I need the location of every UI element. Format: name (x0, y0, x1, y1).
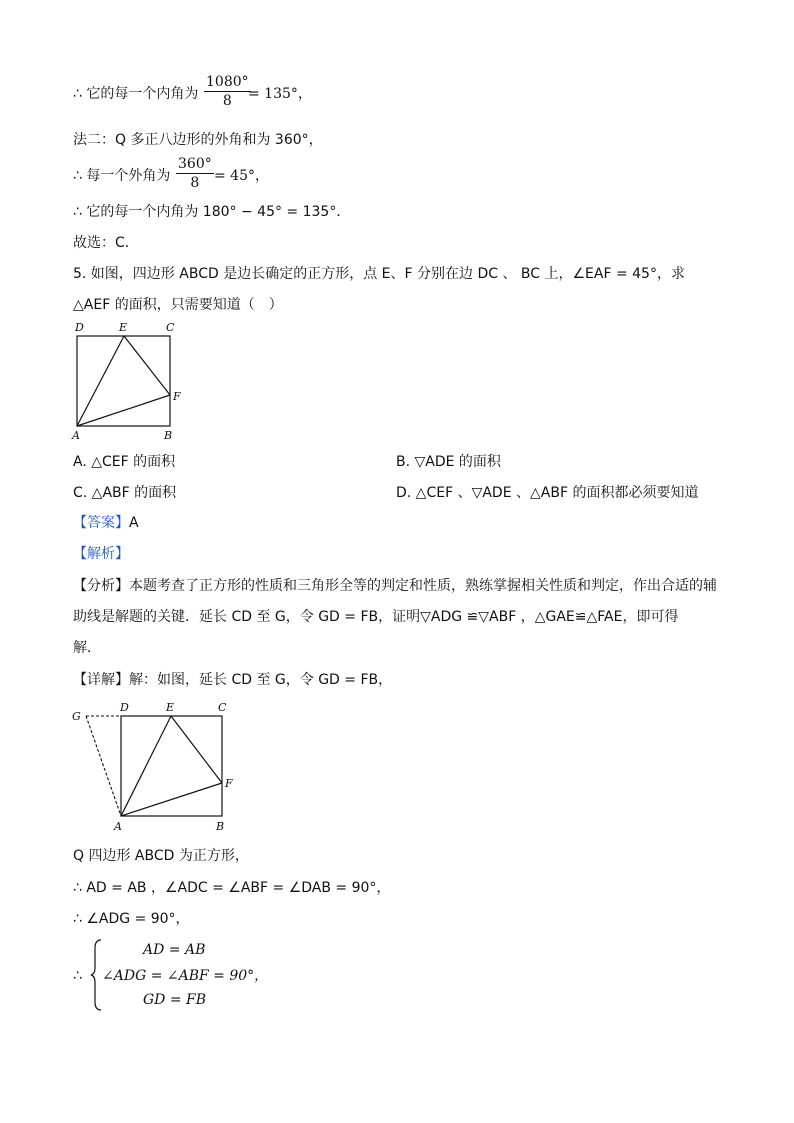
label-f: F (225, 777, 233, 790)
label-g: G (72, 710, 81, 723)
fraction-1080-over-8 (204, 73, 251, 110)
proof-step-3: ∴ ∠ADG = 90°， (73, 911, 190, 927)
text: ∴ 每一个外角为 (73, 168, 171, 184)
therefore-symbol: ∴ (73, 968, 82, 984)
interior-angle-line (73, 84, 198, 104)
text: ∴ 它的每一个内角为 (73, 86, 199, 102)
proof-step-2: ∴ AD = AB ，∠ADC = ∠ABF = ∠DAB = 90°， (73, 880, 391, 896)
option-a: A. △CEF 的面积 (73, 454, 176, 470)
square-figure-2 (66, 698, 246, 836)
fraction-denominator: 8 (222, 93, 232, 109)
answer-line (73, 513, 139, 533)
fraction-numerator: 1080° (206, 74, 249, 90)
fraction-360-over-8 (176, 155, 214, 192)
label-c: C (166, 321, 175, 334)
proof-step-1: Q 四边形 ABCD 为正方形， (73, 848, 249, 864)
answer-value: A (129, 515, 139, 531)
segment-af (121, 783, 222, 816)
analysis-paragraph-1: 【分析】本题考查了正方形的性质和三角形全等的判定和性质，熟练掌握相关性质和判定，作出合适的辅 (73, 578, 717, 594)
segment-ae (121, 716, 171, 816)
label-a: A (114, 820, 122, 833)
system-row-3: GD = FB (143, 992, 207, 1008)
fraction-numerator: 360° (178, 156, 212, 172)
label-d: D (75, 321, 84, 334)
fraction-denominator: 8 (190, 175, 200, 191)
interior-angle-result: = 135°， (248, 86, 312, 102)
option-c: C. △ABF 的面积 (73, 485, 177, 501)
label-d: D (120, 701, 129, 714)
system-row-2: ∠ADG = ∠ABF = 90°， (102, 968, 269, 984)
label-e: E (166, 701, 175, 714)
segment-ef (124, 336, 170, 395)
answer-label: 【答案】 (73, 515, 129, 531)
square-figure-1 (68, 318, 188, 446)
label-f: F (173, 390, 181, 403)
detail-line: 【详解】解：如图，延长 CD 至 G，令 GD = FB， (73, 672, 393, 688)
square-abcd (77, 336, 170, 426)
method-two-line: 法二：Q 多正八边形的外角和为 360°， (73, 132, 323, 148)
option-b: B. ▽ADE 的面积 (396, 454, 501, 470)
system-row-1: AD = AB (143, 942, 206, 958)
segment-ef (171, 716, 222, 783)
analysis-paragraph-2: 助线是解题的关键．延长 CD 至 G，令 GD = FB，证明▽ADG ≌▽ABF ，△GAE≌△FAE，即可得 (73, 609, 679, 625)
exterior-angle-line (73, 166, 170, 186)
analysis-paragraph-3: 解． (73, 640, 101, 656)
choice-line: 故选：C． (73, 235, 139, 251)
question-5-stem: 5. 如图，四边形 ABCD 是边长确定的正方形，点 E、F 分别在边 DC 、 BC 上，∠EAF = 45°，求 (73, 266, 685, 282)
label-b: B (164, 429, 173, 442)
square-abcd (121, 716, 222, 816)
label-e: E (119, 321, 128, 334)
analysis-heading: 【解析】 (73, 546, 129, 562)
label-a: A (72, 429, 80, 442)
interior-angle-line-2: ∴ 它的每一个内角为 180° − 45° = 135°． (73, 204, 351, 220)
label-c: C (218, 701, 227, 714)
dashed-ga (86, 716, 121, 816)
label-b: B (216, 820, 225, 833)
option-d: D. △CEF 、▽ADE 、△ABF 的面积都必须要知道 (396, 485, 699, 501)
exterior-angle-result: = 45°， (214, 168, 269, 184)
question-5-stem-cont: △AEF 的面积，只需要知道（ ） (73, 297, 283, 313)
